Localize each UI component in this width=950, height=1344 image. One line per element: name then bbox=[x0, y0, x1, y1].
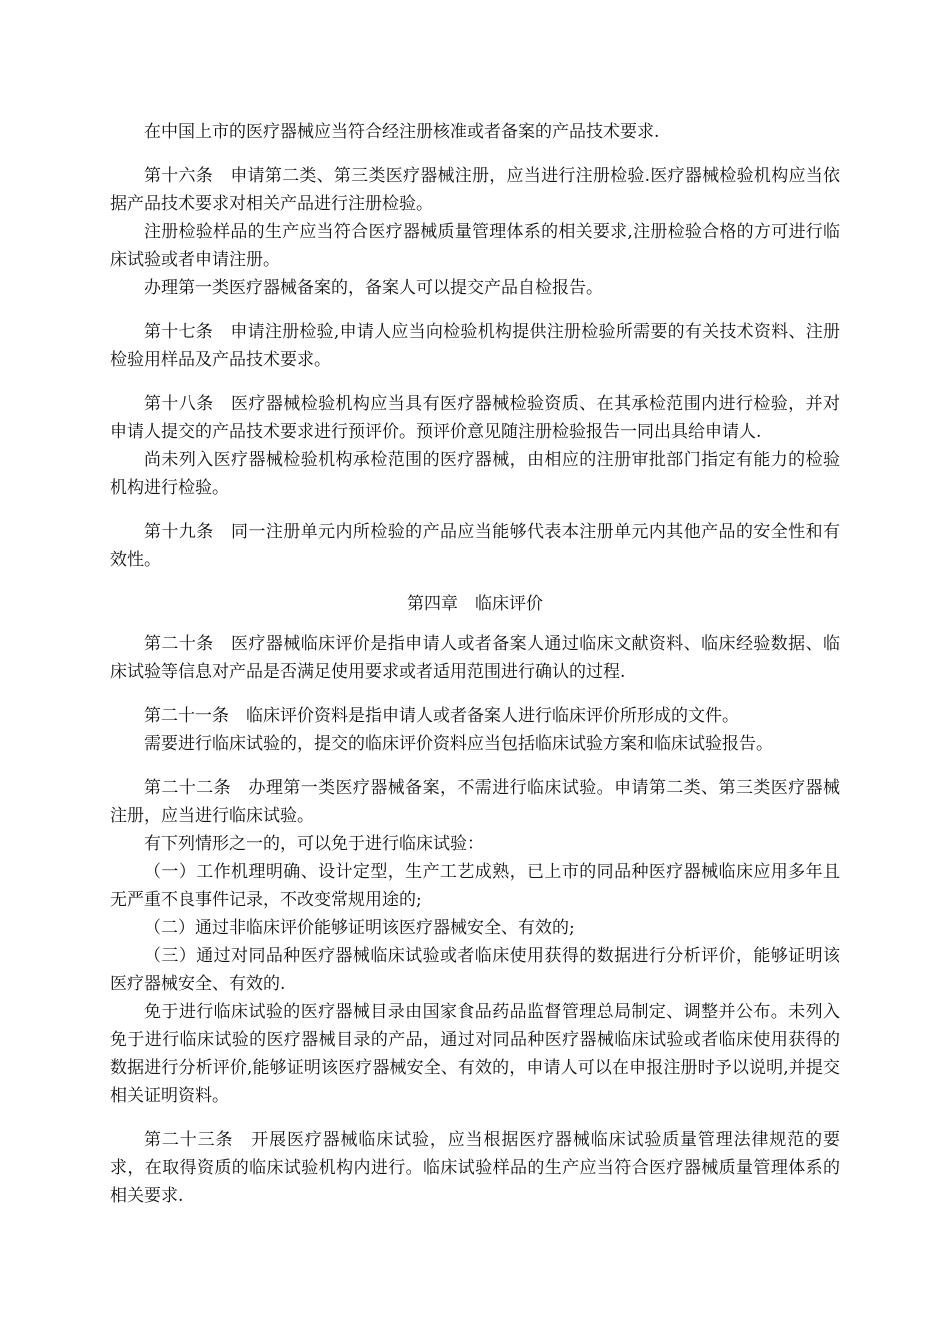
list-item: （三）通过对同品种医疗器械临床试验或者临床使用获得的数据进行分析评价，能够证明该医疗器械安全、有效的. bbox=[110, 946, 840, 994]
article-16: 第十六条 申请第二类、第三类医疗器械注册，应当进行注册检验.医疗器械检验机构应当依据产品技术要求对相关产品进行注册检验。 bbox=[110, 166, 840, 214]
paragraph: 免于进行临床试验的医疗器械目录由国家食品药品监督管理总局制定、调整并公布。未列入免于进行临床试验的医疗器械目录的产品，通过对同品种医疗器械临床试验或者临床使用获得的数据进行分析评价,能够证明该医疗器械安全、有效的，申请人可以在申报注册时予以说明,并提交相关证明资料。 bbox=[110, 1002, 840, 1106]
article-20: 第二十条 医疗器械临床评价是指申请人或者备案人通过临床文献资料、临床经验数据、临床试验等信息对产品是否满足使用要求或者适用范围进行确认的过程. bbox=[110, 634, 840, 682]
paragraph: 需要进行临床试验的，提交的临床评价资料应当包括临床试验方案和临床试验报告。 bbox=[144, 734, 773, 754]
paragraph: 注册检验样品的生产应当符合医疗器械质量管理体系的相关要求,注册检验合格的方可进行临床试验或者申请注册。 bbox=[110, 222, 840, 270]
document-body bbox=[110, 118, 840, 1210]
paragraph: 尚未列入医疗器械检验机构承检范围的医疗器械，由相应的注册审批部门指定有能力的检验机构进行检验。 bbox=[110, 450, 840, 498]
list-item: （一）工作机理明确、设计定型，生产工艺成熟，已上市的同品种医疗器械临床应用多年且无严重不良事件记录，不改变常规用途的; bbox=[110, 862, 840, 910]
article-17: 第十七条 申请注册检验,申请人应当向检验机构提供注册检验所需要的有关技术资料、注册检验用样品及产品技术要求。 bbox=[110, 322, 840, 370]
article-23: 第二十三条 开展医疗器械临床试验，应当根据医疗器械临床试验质量管理法律规范的要求，在取得资质的临床试验机构内进行。临床试验样品的生产应当符合医疗器械质量管理体系的相关要求. bbox=[110, 1130, 840, 1206]
chapter-title: 第四章 临床评价 bbox=[407, 594, 543, 614]
list-item: （二）通过非临床评价能够证明该医疗器械安全、有效的; bbox=[144, 918, 575, 938]
paragraph: 有下列情形之一的，可以免于进行临床试验： bbox=[144, 834, 484, 854]
article-22: 第二十二条 办理第一类医疗器械备案，不需进行临床试验。申请第二类、第三类医疗器械注册，应当进行临床试验。 bbox=[110, 778, 840, 826]
article-19: 第十九条 同一注册单元内所检验的产品应当能够代表本注册单元内其他产品的安全性和有效性。 bbox=[110, 522, 840, 570]
paragraph: 办理第一类医疗器械备案的，备案人可以提交产品自检报告。 bbox=[144, 278, 603, 298]
paragraph: 在中国上市的医疗器械应当符合经注册核准或者备案的产品技术要求. bbox=[144, 122, 660, 142]
article-21: 第二十一条 临床评价资料是指申请人或者备案人进行临床评价所形成的文件。 bbox=[144, 706, 739, 726]
article-18: 第十八条 医疗器械检验机构应当具有医疗器械检验资质、在其承检范围内进行检验，并对申请人提交的产品技术要求进行预评价。预评价意见随注册检验报告一同出具给申请人. bbox=[110, 394, 840, 442]
